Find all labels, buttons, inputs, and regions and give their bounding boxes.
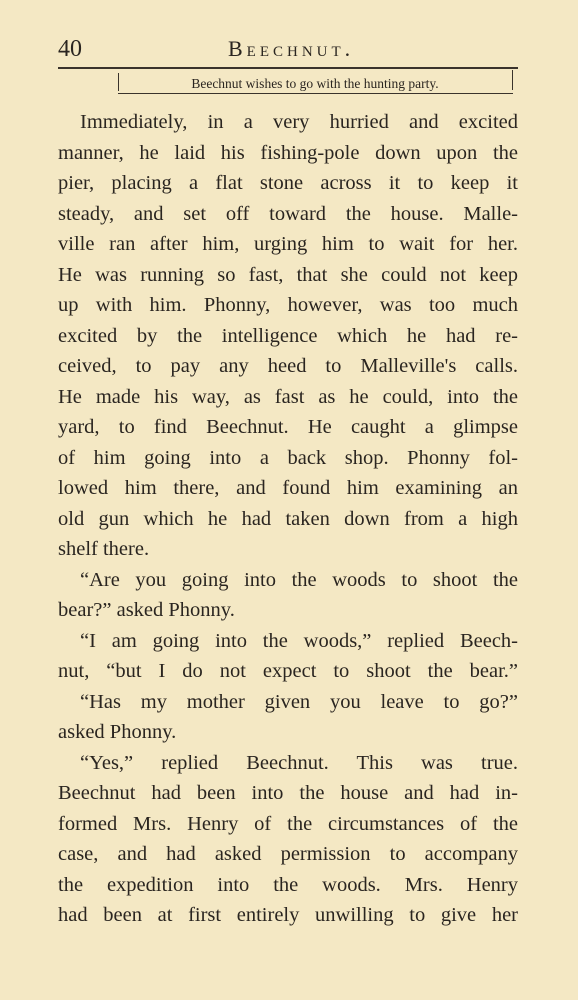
text-line: the expedition into the woods. Mrs. Henry — [58, 873, 518, 896]
body-text — [58, 107, 518, 931]
text-line: up with him. Phonny, however, was too much — [58, 294, 518, 316]
text-line: formed Mrs. Henry of the circumstances of the — [58, 812, 518, 835]
running-title: Beechnut. — [228, 36, 355, 61]
text-line: bear?” asked Phonny. — [58, 599, 235, 621]
text-line: manner, he laid his fishing-pole down upon the — [58, 141, 518, 164]
text-line: ville ran after him, urging him to wait for her. — [58, 233, 518, 255]
text-line: He was running so fast, that she could not keep — [58, 263, 518, 286]
text-line: Beechnut had been into the house and had in- — [58, 782, 518, 804]
text-line: case, and had asked permission to accompany — [58, 843, 518, 865]
text-line: of him going into a back shop. Phonny fol- — [58, 446, 518, 469]
caption-rule-bottom — [118, 93, 513, 94]
text-line: had been at first entirely unwilling to give her — [58, 904, 518, 926]
text-line: “Has my mother given you leave to go?” — [80, 690, 518, 713]
caption-rule-right — [512, 70, 513, 90]
header-rule — [58, 67, 518, 69]
text-line: ceived, to pay any heed to Malleville's calls. — [58, 355, 518, 377]
caption-rule-left — [118, 73, 119, 91]
text-line: “Yes,” replied Beechnut. This was true. — [80, 751, 518, 774]
text-line: pier, placing a flat stone across it to keep it — [58, 172, 518, 194]
text-line: Immediately, in a very hurried and excited — [80, 111, 518, 133]
text-line: “Are you going into the woods to shoot the — [80, 568, 518, 591]
illustration-caption: Beechnut wishes to go with the hunting party. — [191, 76, 439, 91]
text-line: shelf there. — [58, 538, 150, 560]
text-line: nut, “but I do not expect to shoot the bear.” — [58, 660, 518, 682]
text-line: yard, to find Beechnut. He caught a glimpse — [58, 416, 518, 438]
text-line: excited by the intelligence which he had re- — [58, 324, 518, 347]
text-line: lowed him there, and found him examining an — [58, 477, 518, 499]
text-line: He made his way, as fast as he could, into the — [58, 385, 518, 408]
text-line: steady, and set off toward the house. Malle- — [58, 202, 518, 225]
text-line: old gun which he had taken down from a high — [58, 507, 518, 530]
page-header — [58, 34, 518, 64]
page-number: 40 — [58, 36, 82, 62]
text-line: “I am going into the woods,” replied Beech- — [80, 629, 518, 652]
text-line: asked Phonny. — [58, 721, 177, 743]
